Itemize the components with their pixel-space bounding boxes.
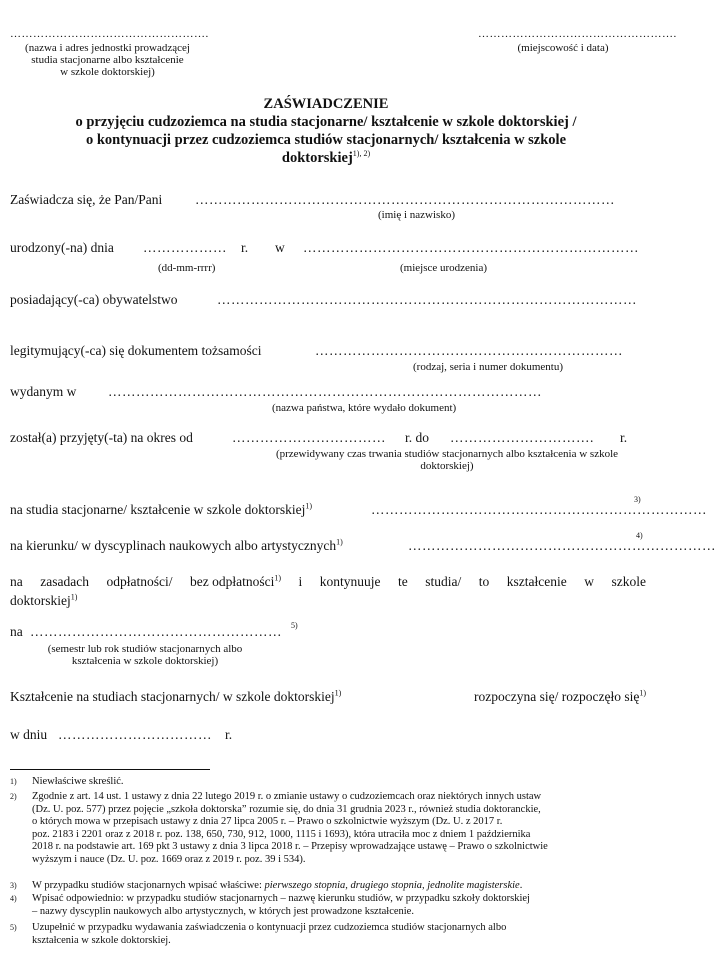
unit-label-line: studia stacjonarne albo kształcenie bbox=[31, 54, 184, 66]
footnote-tail: . bbox=[519, 880, 523, 891]
place-date-label: (miejscowość i data) bbox=[517, 42, 609, 54]
footnote-5 bbox=[10, 922, 638, 948]
payment-terms-line-2 bbox=[10, 593, 77, 609]
birth-place-dots[interactable]: ……………………………………………………………… bbox=[303, 240, 639, 255]
footnote-text bbox=[32, 880, 638, 893]
footnote-line: Wpisać odpowiednio: w przypadku studiów stacjonarnych – nazwę kierunku studiów, w przypadku szkoły doktorskiej bbox=[32, 893, 530, 904]
footnote-line: wyższym i nauce (Dz. U. poz. 1669 oraz z 2019 r. poz. 39 i 534). bbox=[32, 853, 306, 865]
footnote-line: (Dz. U. poz. 577) przez pojęcie „szkoła doktorska” rozumie się, do dnia 31 grudnia 2023 r., również studia doktoranckie, bbox=[32, 803, 541, 815]
studies-footnote-ref: 1) bbox=[305, 501, 313, 511]
word: zasadach bbox=[40, 574, 89, 589]
certify-text: Zaświadcza się, że Pan/Pani bbox=[10, 192, 163, 207]
word: szkole bbox=[611, 574, 646, 589]
unit-label-line: w szkole doktorskiej) bbox=[60, 66, 155, 78]
title-line-3: o kontynuacji przez cudzoziemca studiów stacjonarnych/ kształcenia w szkole bbox=[85, 132, 567, 148]
unit-name-label bbox=[0, 42, 215, 78]
footnote-line: Uzupełnić w przypadku wydawania zaświadczenia o kontynuacji przez cudzoziemca studiów stacjonarnych albo bbox=[32, 922, 507, 933]
title-line-4 bbox=[0, 150, 652, 166]
document-title: ZAŚWIADCZENIE bbox=[263, 96, 389, 112]
birth-place-label: (miejsce urodzenia) bbox=[400, 262, 488, 274]
issuing-country-label: (nazwa państwa, które wydało dokument) bbox=[272, 402, 457, 414]
field-of-study-footnote-ref: 1) bbox=[336, 537, 343, 547]
born-text: urodzony(-na) dnia bbox=[10, 240, 114, 255]
on-day-text: w dniu bbox=[10, 727, 48, 742]
payment-terms-line-2-text: doktorskiej bbox=[10, 593, 71, 608]
footnote-line: Zgodnie z art. 14 ust. 1 ustawy z dnia 22 lutego 2019 r. o zmianie ustawy o cudzoziemcach oraz niektórych innych ustaw bbox=[32, 791, 542, 802]
place-date-dots[interactable]: ……………………………………………. bbox=[478, 28, 677, 40]
footnote-line: poz. 2183 i 2201 oraz z 2018 r. poz. 138, 650, 730, 912, 1000, 1115 i 1693), która utraciła moc z dniem 1 października bbox=[32, 828, 531, 840]
word: bez bbox=[189, 574, 209, 589]
studies-level-footnote-ref: 3) bbox=[634, 495, 641, 504]
footnote-line: kształcenia w szkole doktorskiej. bbox=[32, 934, 171, 946]
footnote-number: 2) bbox=[10, 792, 17, 801]
field-of-study-dots[interactable]: ………………………………………………………… bbox=[408, 538, 716, 553]
period-label-line: doktorskiej) bbox=[420, 460, 474, 472]
semester-label-line: kształcenia w szkole doktorskiej) bbox=[71, 655, 219, 667]
footnote-number: 3) bbox=[10, 881, 17, 890]
period-r-do: r. do bbox=[405, 430, 430, 445]
footnote-lead: W przypadku studiów stacjonarnych wpisać właściwe: bbox=[32, 880, 262, 891]
word: to bbox=[478, 574, 490, 589]
field-of-study-end-footnote-ref: 4) bbox=[636, 531, 643, 540]
semester-text: na bbox=[10, 624, 23, 639]
footnote-line: – nazwy dyscyplin naukowych albo artystycznych, w których jest prowadzone kształcenie. bbox=[32, 905, 414, 917]
studies-text bbox=[10, 502, 312, 518]
title-line-4-text: doktorskiej bbox=[281, 150, 353, 166]
footnote-line: o których mowa w przepisach ustawy z dnia 27 lipca 2005 r. – Prawo o szkolnictwie wyższym (Dz. U. z 2017 r. bbox=[32, 816, 503, 827]
footnote-2 bbox=[10, 791, 638, 871]
title-line-2: o przyjęciu cudzoziemca na studia stacjonarne/ kształcenie w szkole doktorskiej / bbox=[75, 114, 577, 130]
education-start-end-footnote-ref: 1) bbox=[639, 688, 646, 698]
footnote-line: 2018 r. na podstawie art. 169 pkt 3 ustawy z dnia 3 lipca 2018 r. – Przepisy wprowadzające ustawę – Prawo o szkolnictwie bbox=[32, 841, 548, 852]
footnote-text: Niewłaściwe skreślić. bbox=[32, 776, 124, 787]
start-date-r: r. bbox=[225, 727, 233, 742]
footnote-number: 5) bbox=[10, 923, 17, 932]
name-dots[interactable]: ……………………………………………………………………………… bbox=[195, 192, 615, 207]
start-date-dots[interactable]: …………………………… bbox=[58, 727, 212, 742]
footnote-text bbox=[32, 922, 638, 947]
footnote-number: 1) bbox=[10, 777, 17, 786]
period-label-line: (przewidywany czas trwania studiów stacjonarnych albo kształcenia w szkole bbox=[275, 448, 619, 460]
word: odpłatności bbox=[212, 574, 275, 589]
payment-line2-footnote-ref: 1) bbox=[70, 592, 78, 602]
issued-in-text: wydanym w bbox=[10, 384, 77, 399]
unit-label-line: (nazwa i adres jednostki prowadzącej bbox=[25, 42, 190, 54]
studies-level-dots[interactable]: ……………………………………………………………… bbox=[371, 502, 707, 517]
word-group bbox=[190, 574, 281, 590]
unit-name-dots[interactable]: ……………………………………………. bbox=[10, 28, 209, 40]
id-document-label: (rodzaj, seria i numer dokumentu) bbox=[413, 361, 563, 373]
title-footnote-ref: 1), 2) bbox=[352, 149, 371, 159]
footnote-text bbox=[32, 893, 638, 918]
education-start-text bbox=[10, 689, 341, 705]
period-label bbox=[248, 448, 646, 472]
footnote-3 bbox=[10, 880, 638, 894]
word: w bbox=[584, 574, 594, 589]
id-document-text: legitymujący(-ca) się dokumentem tożsamości bbox=[10, 343, 262, 358]
semester-label bbox=[30, 643, 260, 667]
id-document-dots[interactable]: ………………………………………………………… bbox=[315, 343, 623, 358]
period-to-dots[interactable]: …………………………. bbox=[450, 430, 594, 445]
semester-footnote-ref: 5) bbox=[291, 621, 298, 630]
education-start-line bbox=[10, 689, 646, 705]
birth-date-dots[interactable]: ……………… bbox=[143, 240, 227, 255]
education-start-rest-text: rozpoczyna się/ rozpoczęło się bbox=[474, 689, 640, 704]
word: kształcenie bbox=[506, 574, 567, 589]
payment-terms-line bbox=[10, 574, 646, 590]
semester-label-line: (semestr lub rok studiów stacjonarnych albo bbox=[47, 643, 243, 655]
date-format-label: (dd-mm-rrrr) bbox=[158, 262, 216, 274]
citizenship-dots[interactable]: ……………………………………………………………………………… bbox=[217, 292, 637, 307]
semester-dots[interactable]: ……………………………………………… bbox=[30, 624, 282, 639]
payment-footnote-ref: 1) bbox=[274, 573, 281, 583]
issuing-country-dots[interactable]: ………………………………………………………………………………… bbox=[108, 384, 542, 399]
born-in-text: w bbox=[275, 240, 285, 255]
footnote-1 bbox=[10, 776, 638, 790]
field-of-study-text bbox=[10, 538, 343, 554]
period-to-r: r. bbox=[620, 430, 628, 445]
name-label: (imię i nazwisko) bbox=[378, 209, 455, 221]
birth-date-r: r. bbox=[241, 240, 249, 255]
studies-text-main: na studia stacjonarne/ kształcenie w szkole doktorskiej bbox=[10, 502, 306, 517]
word: i bbox=[298, 574, 303, 589]
education-start-footnote-ref: 1) bbox=[334, 688, 342, 698]
citizenship-text: posiadający(-ca) obywatelstwo bbox=[10, 292, 178, 307]
admitted-text: został(a) przyjęty(-ta) na okres od bbox=[10, 430, 193, 445]
footnote-text bbox=[32, 791, 638, 866]
education-start-rest bbox=[474, 689, 646, 705]
word: na bbox=[10, 574, 23, 589]
footnote-separator bbox=[10, 769, 210, 770]
footnote-number: 4) bbox=[10, 894, 17, 903]
field-of-study-text-main: na kierunku/ w dyscyplinach naukowych albo artystycznych bbox=[10, 538, 337, 553]
footnote-4 bbox=[10, 893, 638, 919]
word: kontynuuje bbox=[319, 574, 381, 589]
word: studia/ bbox=[425, 574, 462, 589]
word: te bbox=[398, 574, 408, 589]
footnote-italic: pierwszego stopnia, drugiego stopnia, jednolite magisterskie bbox=[264, 880, 520, 891]
period-from-dots[interactable]: …………………………… bbox=[232, 430, 386, 445]
education-start-text-main: Kształcenie na studiach stacjonarnych/ w szkole doktorskiej bbox=[10, 689, 335, 704]
word: odpłatności/ bbox=[106, 574, 173, 589]
